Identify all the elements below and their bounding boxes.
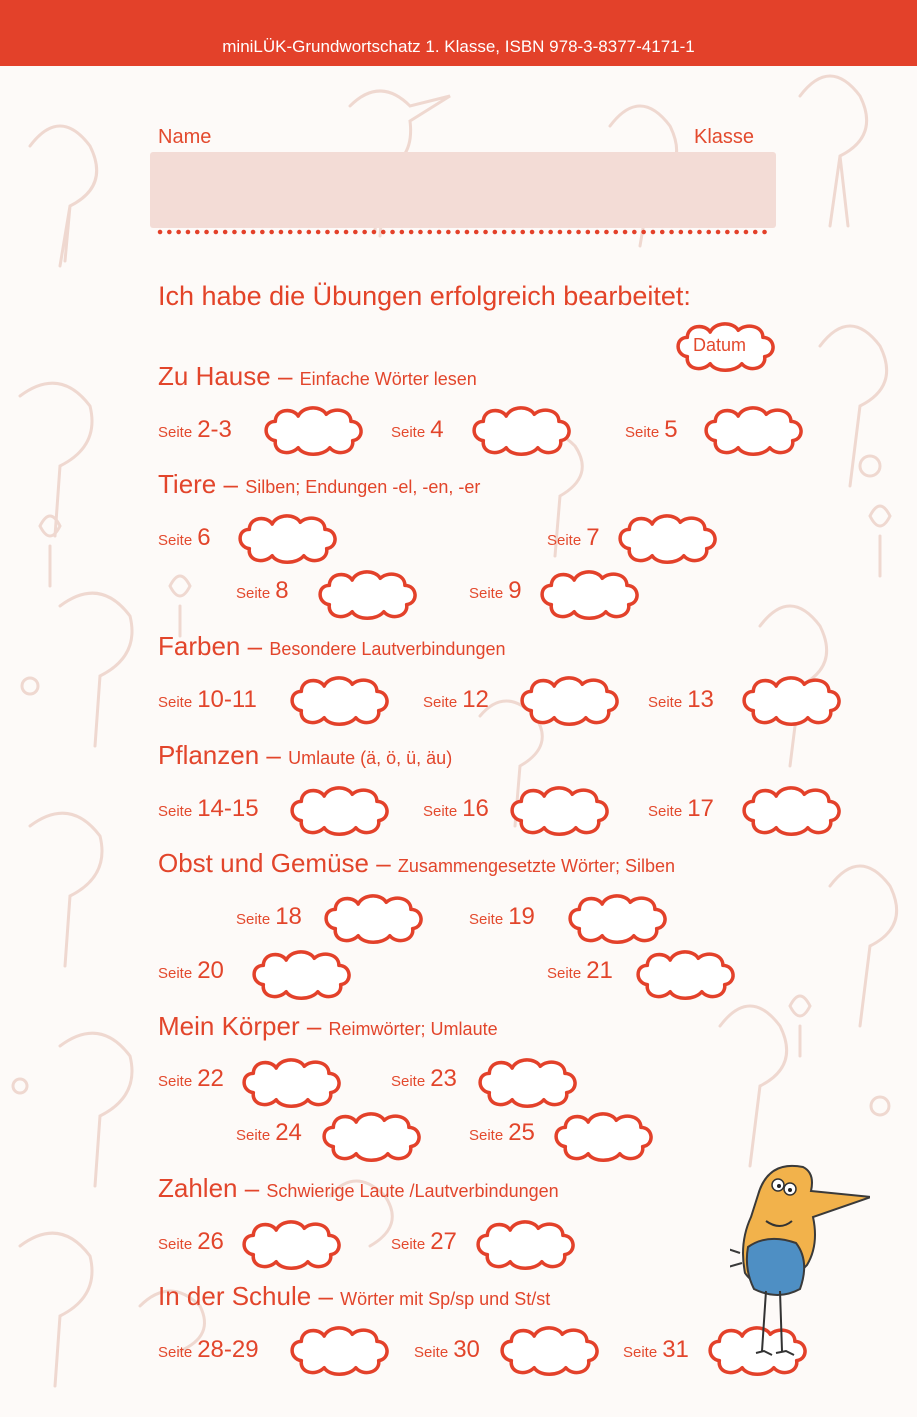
page-item: Seite 19 xyxy=(469,903,535,930)
stamp-cloud-icon[interactable] xyxy=(234,1054,350,1112)
stamp-cloud-icon[interactable] xyxy=(734,782,850,840)
stamp-cloud-icon[interactable] xyxy=(282,1322,398,1380)
page-item: Seite 16 xyxy=(423,795,489,822)
page-item: Seite 23 xyxy=(391,1065,457,1092)
stamp-cloud-icon[interactable] xyxy=(468,1216,584,1274)
stamp-cloud-icon[interactable] xyxy=(696,402,812,460)
stamp-cloud-icon[interactable] xyxy=(492,1322,608,1380)
page-item: Seite 25 xyxy=(469,1119,535,1146)
section-title-zu-hause: Zu Hause – Einfache Wörter lesen xyxy=(158,361,477,391)
stamp-cloud-icon[interactable] xyxy=(502,782,618,840)
page-item: Seite 30 xyxy=(414,1336,480,1363)
page-item: Seite 10-11 xyxy=(158,686,257,713)
page-item: Seite 8 xyxy=(236,577,289,604)
page-item: Seite 12 xyxy=(423,686,489,713)
page-item: Seite 24 xyxy=(236,1119,302,1146)
stamp-cloud-icon[interactable] xyxy=(310,566,426,624)
page-item: Seite 6 xyxy=(158,524,211,551)
stamp-cloud-icon[interactable] xyxy=(560,890,676,948)
header-bar xyxy=(0,0,917,66)
stamp-cloud-icon[interactable] xyxy=(256,402,372,460)
section-title-farben: Farben – Besondere Lautverbindungen xyxy=(158,631,506,661)
page-item: Seite 4 xyxy=(391,416,444,443)
stamp-cloud-icon[interactable] xyxy=(734,672,850,730)
section-title-zahlen: Zahlen – Schwierige Laute /Lautverbindungen xyxy=(158,1173,559,1203)
stamp-cloud-icon[interactable] xyxy=(470,1054,586,1112)
page-item: Seite 14-15 xyxy=(158,795,259,822)
page-item: Seite 21 xyxy=(547,957,613,984)
section-title-in-der-schule: In der Schule – Wörter mit Sp/sp und St/st xyxy=(158,1281,551,1311)
page-item: Seite 26 xyxy=(158,1228,224,1255)
stamp-cloud-icon[interactable] xyxy=(610,510,726,568)
dotted-line xyxy=(156,227,772,237)
stamp-cloud-icon[interactable] xyxy=(230,510,346,568)
page-item: Seite 28-29 xyxy=(158,1336,259,1363)
datum-label: Datum xyxy=(693,335,747,355)
page-item: Seite 18 xyxy=(236,903,302,930)
stamp-cloud-icon[interactable] xyxy=(532,566,648,624)
section-title-mein-koerper: Mein Körper – Reimwörter; Umlaute xyxy=(158,1011,498,1041)
stamp-cloud-icon[interactable] xyxy=(244,946,360,1004)
name-label: Name xyxy=(158,126,212,148)
page-item: Seite 17 xyxy=(648,795,714,822)
page-item: Seite 22 xyxy=(158,1065,224,1092)
page-item: Seite 20 xyxy=(158,957,224,984)
page-item: Seite 13 xyxy=(648,686,714,713)
klasse-label: Klasse xyxy=(694,126,755,148)
stamp-cloud-icon[interactable] xyxy=(512,672,628,730)
section-title-tiere: Tiere – Silben; Endungen -el, -en, -er xyxy=(158,469,481,499)
page-item: Seite 31 xyxy=(623,1336,689,1363)
stamp-cloud-icon[interactable] xyxy=(546,1108,662,1166)
name-field[interactable] xyxy=(150,152,776,228)
stamp-cloud-icon[interactable] xyxy=(234,1216,350,1274)
section-title-obst-und-gemuese: Obst und Gemüse – Zusammengesetzte Wörter; Silben xyxy=(158,848,676,878)
page-item: Seite 9 xyxy=(469,577,522,604)
section-title-pflanzen: Pflanzen – Umlaute (ä, ö, ü, äu) xyxy=(158,740,453,770)
page-item: Seite 7 xyxy=(547,524,600,551)
stamp-cloud-icon[interactable] xyxy=(282,672,398,730)
stamp-cloud-icon[interactable] xyxy=(316,890,432,948)
page-item: Seite 2-3 xyxy=(158,416,232,443)
stamp-cloud-icon[interactable] xyxy=(628,946,744,1004)
page-item: Seite 27 xyxy=(391,1228,457,1255)
stamp-cloud-icon[interactable] xyxy=(314,1108,430,1166)
stamp-cloud-icon[interactable] xyxy=(282,782,398,840)
stamp-cloud-icon[interactable] xyxy=(464,402,580,460)
book-title: miniLÜK-Grundwortschatz 1. Klasse, ISBN 978-3-8377-4171-1 xyxy=(222,37,695,56)
bird-icon xyxy=(730,1155,870,1365)
completion-headline: Ich habe die Übungen erfolgreich bearbeitet: xyxy=(158,281,691,311)
page-item: Seite 5 xyxy=(625,416,678,443)
